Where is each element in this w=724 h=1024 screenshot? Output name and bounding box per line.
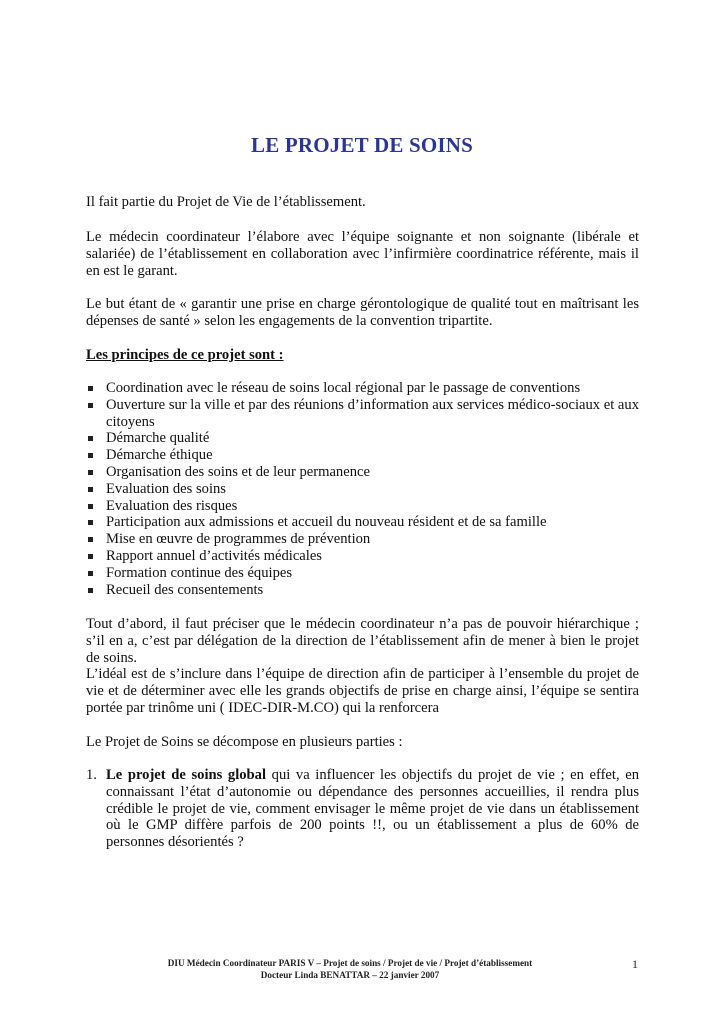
- principles-heading-block: [86, 347, 639, 364]
- principles-list: [86, 380, 639, 598]
- bullet-square-icon: [88, 571, 93, 576]
- list-item: [86, 767, 639, 851]
- page-number: 1: [632, 957, 638, 971]
- parts-list: [86, 767, 639, 851]
- paragraph-goal: Le but étant de « garantir une prise en charge gérontologique de qualité tout en maîtrisant les dépenses de santé » selon les engagements de la convention tripartite.: [86, 296, 639, 329]
- list-item: [86, 531, 639, 548]
- parts-list-block: [86, 767, 639, 851]
- page-title: LE PROJET DE SOINS: [250, 133, 474, 157]
- list-item-text: Participation aux admissions et accueil du nouveau résident et de sa famille: [106, 514, 547, 531]
- bullet-square-icon: [88, 520, 93, 525]
- list-item: [86, 397, 639, 431]
- list-item: [86, 464, 639, 481]
- list-item: [86, 548, 639, 565]
- list-item: [86, 498, 639, 515]
- paragraph-block-hierarchy: [86, 616, 639, 717]
- list-item-bold-title: Le projet de soins global: [106, 767, 267, 783]
- bullet-square-icon: [88, 537, 93, 542]
- paragraph-block-coordinator: [86, 229, 639, 279]
- list-item-text: Evaluation des soins: [106, 480, 226, 497]
- list-item: [86, 514, 639, 531]
- bullet-square-icon: [88, 453, 93, 458]
- list-item: [86, 430, 639, 447]
- list-item-number: 1.: [86, 767, 97, 783]
- list-item-text: Coordination avec le réseau de soins local régional par le passage de conventions: [106, 380, 581, 396]
- bullet-square-icon: [88, 436, 93, 441]
- list-item: [86, 447, 639, 464]
- list-item-text: Rapport annuel d’activités médicales: [106, 547, 322, 564]
- list-item: [86, 481, 639, 498]
- list-item-text: Recueil des consentements: [106, 581, 264, 598]
- bullet-square-icon: [88, 403, 93, 408]
- paragraph-block-parts-intro: [86, 734, 639, 751]
- bullet-square-icon: [88, 470, 93, 475]
- principles-list-block: [86, 380, 639, 598]
- paragraph-coordinator-role: Le médecin coordinateur l’élabore avec l’équipe soignante et non soignante (libérale et salariée) de l’établissement en collaboration avec l’infirmière coordinatrice référente, mais il en est le garant.: [86, 229, 639, 279]
- list-item-text: Démarche qualité: [106, 430, 210, 447]
- paragraph-ideal-direction: L’idéal est de s’inclure dans l’équipe de direction afin de participer à l’ensemble du projet de vie et de déterminer avec elle les grands objectifs de prise en charge ainsi, l’équipe se sentira portée par trinôme uni ( IDEC-DIR-M.CO) qui la renforcera: [86, 666, 639, 716]
- list-item: [86, 565, 639, 582]
- list-item-text: Mise en œuvre de programmes de prévention: [106, 531, 371, 548]
- list-item-text: Evaluation des risques: [106, 497, 238, 514]
- list-item-text: Démarche éthique: [106, 447, 213, 464]
- list-item: [86, 582, 639, 599]
- principles-heading: Les principes de ce projet sont :: [86, 347, 284, 363]
- footer-author-line: Docteur Linda BENATTAR – 22 janvier 2007: [260, 969, 440, 980]
- page-footer: [150, 958, 550, 981]
- footer-course-line: DIU Médecin Coordinateur PARIS V – Projet de soins / Projet de vie / Projet d’établissement: [167, 958, 533, 968]
- list-item: [86, 380, 639, 397]
- intro-paragraph: [86, 194, 639, 211]
- paragraph-block-goal: [86, 296, 639, 330]
- list-item-text: qui va influencer les objectifs du projet de vie ; en effet, en connaissant l’état d’autonomie ou dépendance des personnes accueillies, il rendra plus crédible le projet de vie, comment envisager le même projet de vie dans un établissement où le GMP diffère parfois de 200 points !!, ou un établissement a plus de 60% de personnes désorientés ?: [106, 767, 639, 851]
- bullet-square-icon: [88, 487, 93, 492]
- paragraph-no-hierarchy: Tout d’abord, il faut préciser que le médecin coordinateur n’a pas de pouvoir hiérarchique ; s’il en a, c’est par délégation de la direction de l’établissement afin de mener à bien le projet de soins.: [86, 616, 639, 666]
- paragraph-parts-intro: Le Projet de Soins se décompose en plusieurs parties :: [86, 734, 403, 750]
- bullet-square-icon: [88, 504, 93, 509]
- bullet-square-icon: [88, 386, 93, 391]
- paragraph-part-of-life-project: Il fait partie du Projet de Vie de l’établissement.: [86, 194, 366, 210]
- list-item-text: Organisation des soins et de leur permanence: [106, 463, 370, 480]
- list-item-text: Formation continue des équipes: [106, 564, 293, 581]
- bullet-square-icon: [88, 554, 93, 559]
- bullet-square-icon: [88, 588, 93, 593]
- list-item-text: Ouverture sur la ville et par des réunions d’information aux services médico-sociaux et aux citoyens: [106, 396, 639, 430]
